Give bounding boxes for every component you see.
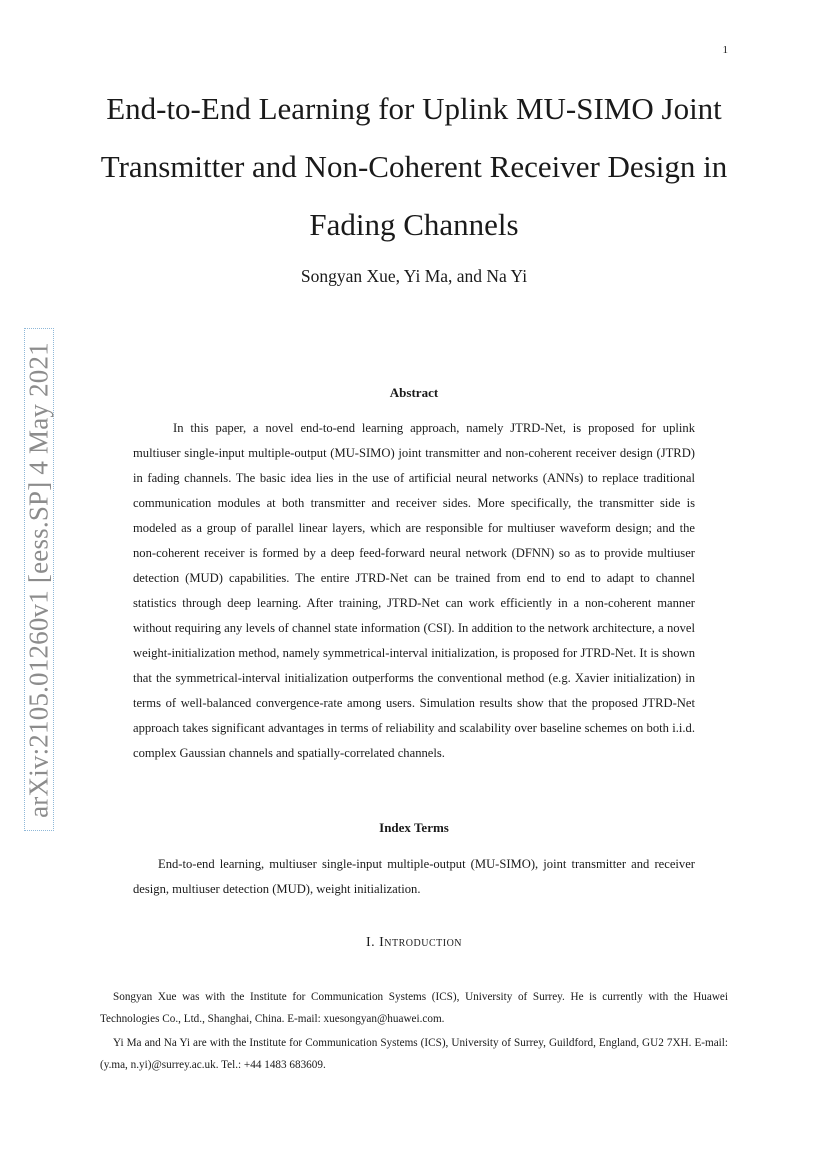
index-terms-heading: Index Terms — [379, 820, 449, 835]
arxiv-stamp — [24, 328, 54, 831]
arxiv-identifier: arXiv:2105.01260v1 [eess.SP] 4 May 2021 — [23, 341, 54, 818]
abstract-heading: Abstract — [389, 385, 439, 400]
page-number: 1 — [722, 44, 728, 56]
footnotes — [100, 986, 728, 1078]
abstract-body: In this paper, a novel end-to-end learning approach, namely JTRD-Net, is proposed for uplink multiuser single-input multiple-output (MU-SIMO) joint transmitter and non-coherent receiver design (JTRD) in fading channels. The basic idea lies in the use of artificial neural networks (ANNs) to replace traditional communication modules at both transmitter and receiver sides. More specifically, the transmitter side is modeled as a group of parallel linear layers, which are responsible for multiuser waveform design; and the non-coherent receiver is formed by a deep feed-forward neural network (DFNN) so as to provide multiuser detection (MUD) capabilities. The entire JTRD-Net can be trained from end to end to adapt to channel statistics through deep learning. After training, JTRD-Net can work efficiently in a non-coherent manner without requiring any levels of channel state information (CSI). In addition to the network architecture, a novel weight-initialization method, namely symmetrical-interval initialization, is proposed for JTRD-Net. It is shown that the symmetrical-interval initialization outperforms the conventional method (e.g. Xavier initialization) in terms of well-balanced convergence-rate among users. Simulation results show that the proposed JTRD-Net approach takes significant advantages in terms of reliability and scalability over baseline schemes on both i.i.d. complex Gaussian channels and spatially-correlated channels. — [133, 421, 695, 760]
section-heading-introduction: I. Introduction — [365, 935, 463, 950]
footnote-affiliation-1: Songyan Xue was with the Institute for Communication Systems (ICS), University of Surrey. He is currently with the Huawei Technologies Co., Ltd., Shanghai, China. E-mail: xuesongyan@huawei.com. — [100, 991, 728, 1025]
index-terms-body: End-to-end learning, multiuser single-input multiple-output (MU-SIMO), joint transmitter and receiver design, multiuser detection (MUD), weight initialization. — [133, 857, 695, 896]
paper-title: End-to-End Learning for Uplink MU-SIMO Joint Transmitter and Non-Coherent Receiver Design in Fading Channels — [100, 91, 728, 242]
footnote-affiliation-2: Yi Ma and Na Yi are with the Institute for Communication Systems (ICS), University of Surrey, Guildford, England, GU2 7XH. E-mail: (y.ma, n.yi)@surrey.ac.uk. Tel.: +44 1483 683609. — [100, 1037, 728, 1071]
author-list: Songyan Xue, Yi Ma, and Na Yi — [300, 266, 528, 286]
